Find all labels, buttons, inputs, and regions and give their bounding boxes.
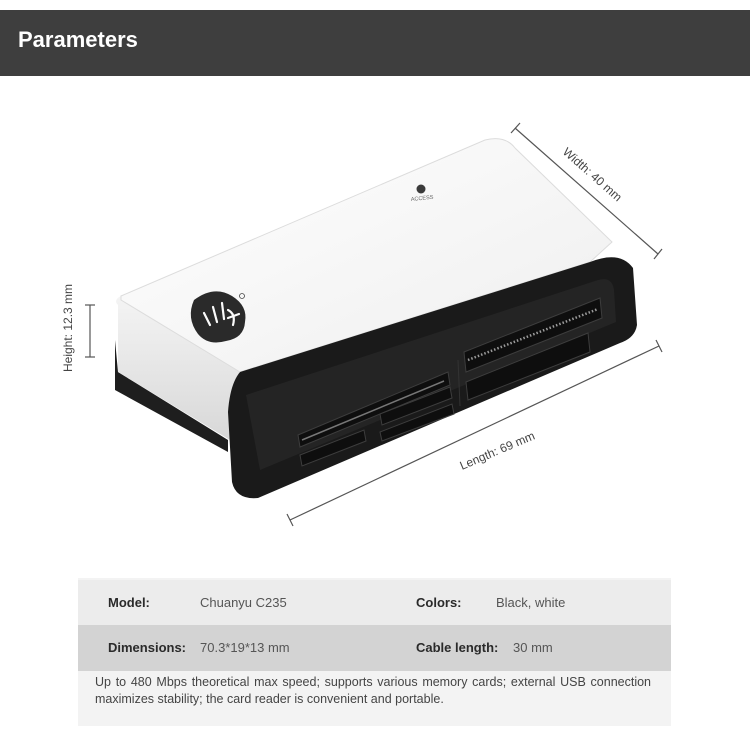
card-reader-device <box>115 139 637 499</box>
height-label: Height: 12.3 mm <box>61 283 75 372</box>
length-label: Length: 69 mm <box>457 428 537 473</box>
height-dimension-line <box>85 305 95 357</box>
product-illustration <box>0 76 750 576</box>
colors-value: Black, white <box>496 595 566 610</box>
page-title: Parameters <box>18 27 138 52</box>
model-value: Chuanyu C235 <box>200 595 287 610</box>
dimensions-value: 70.3*19*13 mm <box>200 640 290 655</box>
dimensions-label: Dimensions: <box>108 640 187 655</box>
width-label: Width: 40 mm <box>560 144 625 205</box>
led-label: ACCESS <box>410 194 434 203</box>
spec-table <box>78 578 671 726</box>
colors-label: Colors: <box>416 595 462 610</box>
cable-length-label: Cable length: <box>416 640 499 655</box>
spec-row <box>78 580 671 626</box>
header-bar <box>0 10 750 76</box>
product-description: Up to 480 Mbps theoretical max speed; supports various memory cards; external USB connection maximizes stability; the card reader is convenient and portable. <box>95 675 651 706</box>
spec-row <box>78 625 671 671</box>
access-led-icon <box>417 185 426 194</box>
model-label: Model: <box>108 595 150 610</box>
cable-length-value: 30 mm <box>513 640 553 655</box>
